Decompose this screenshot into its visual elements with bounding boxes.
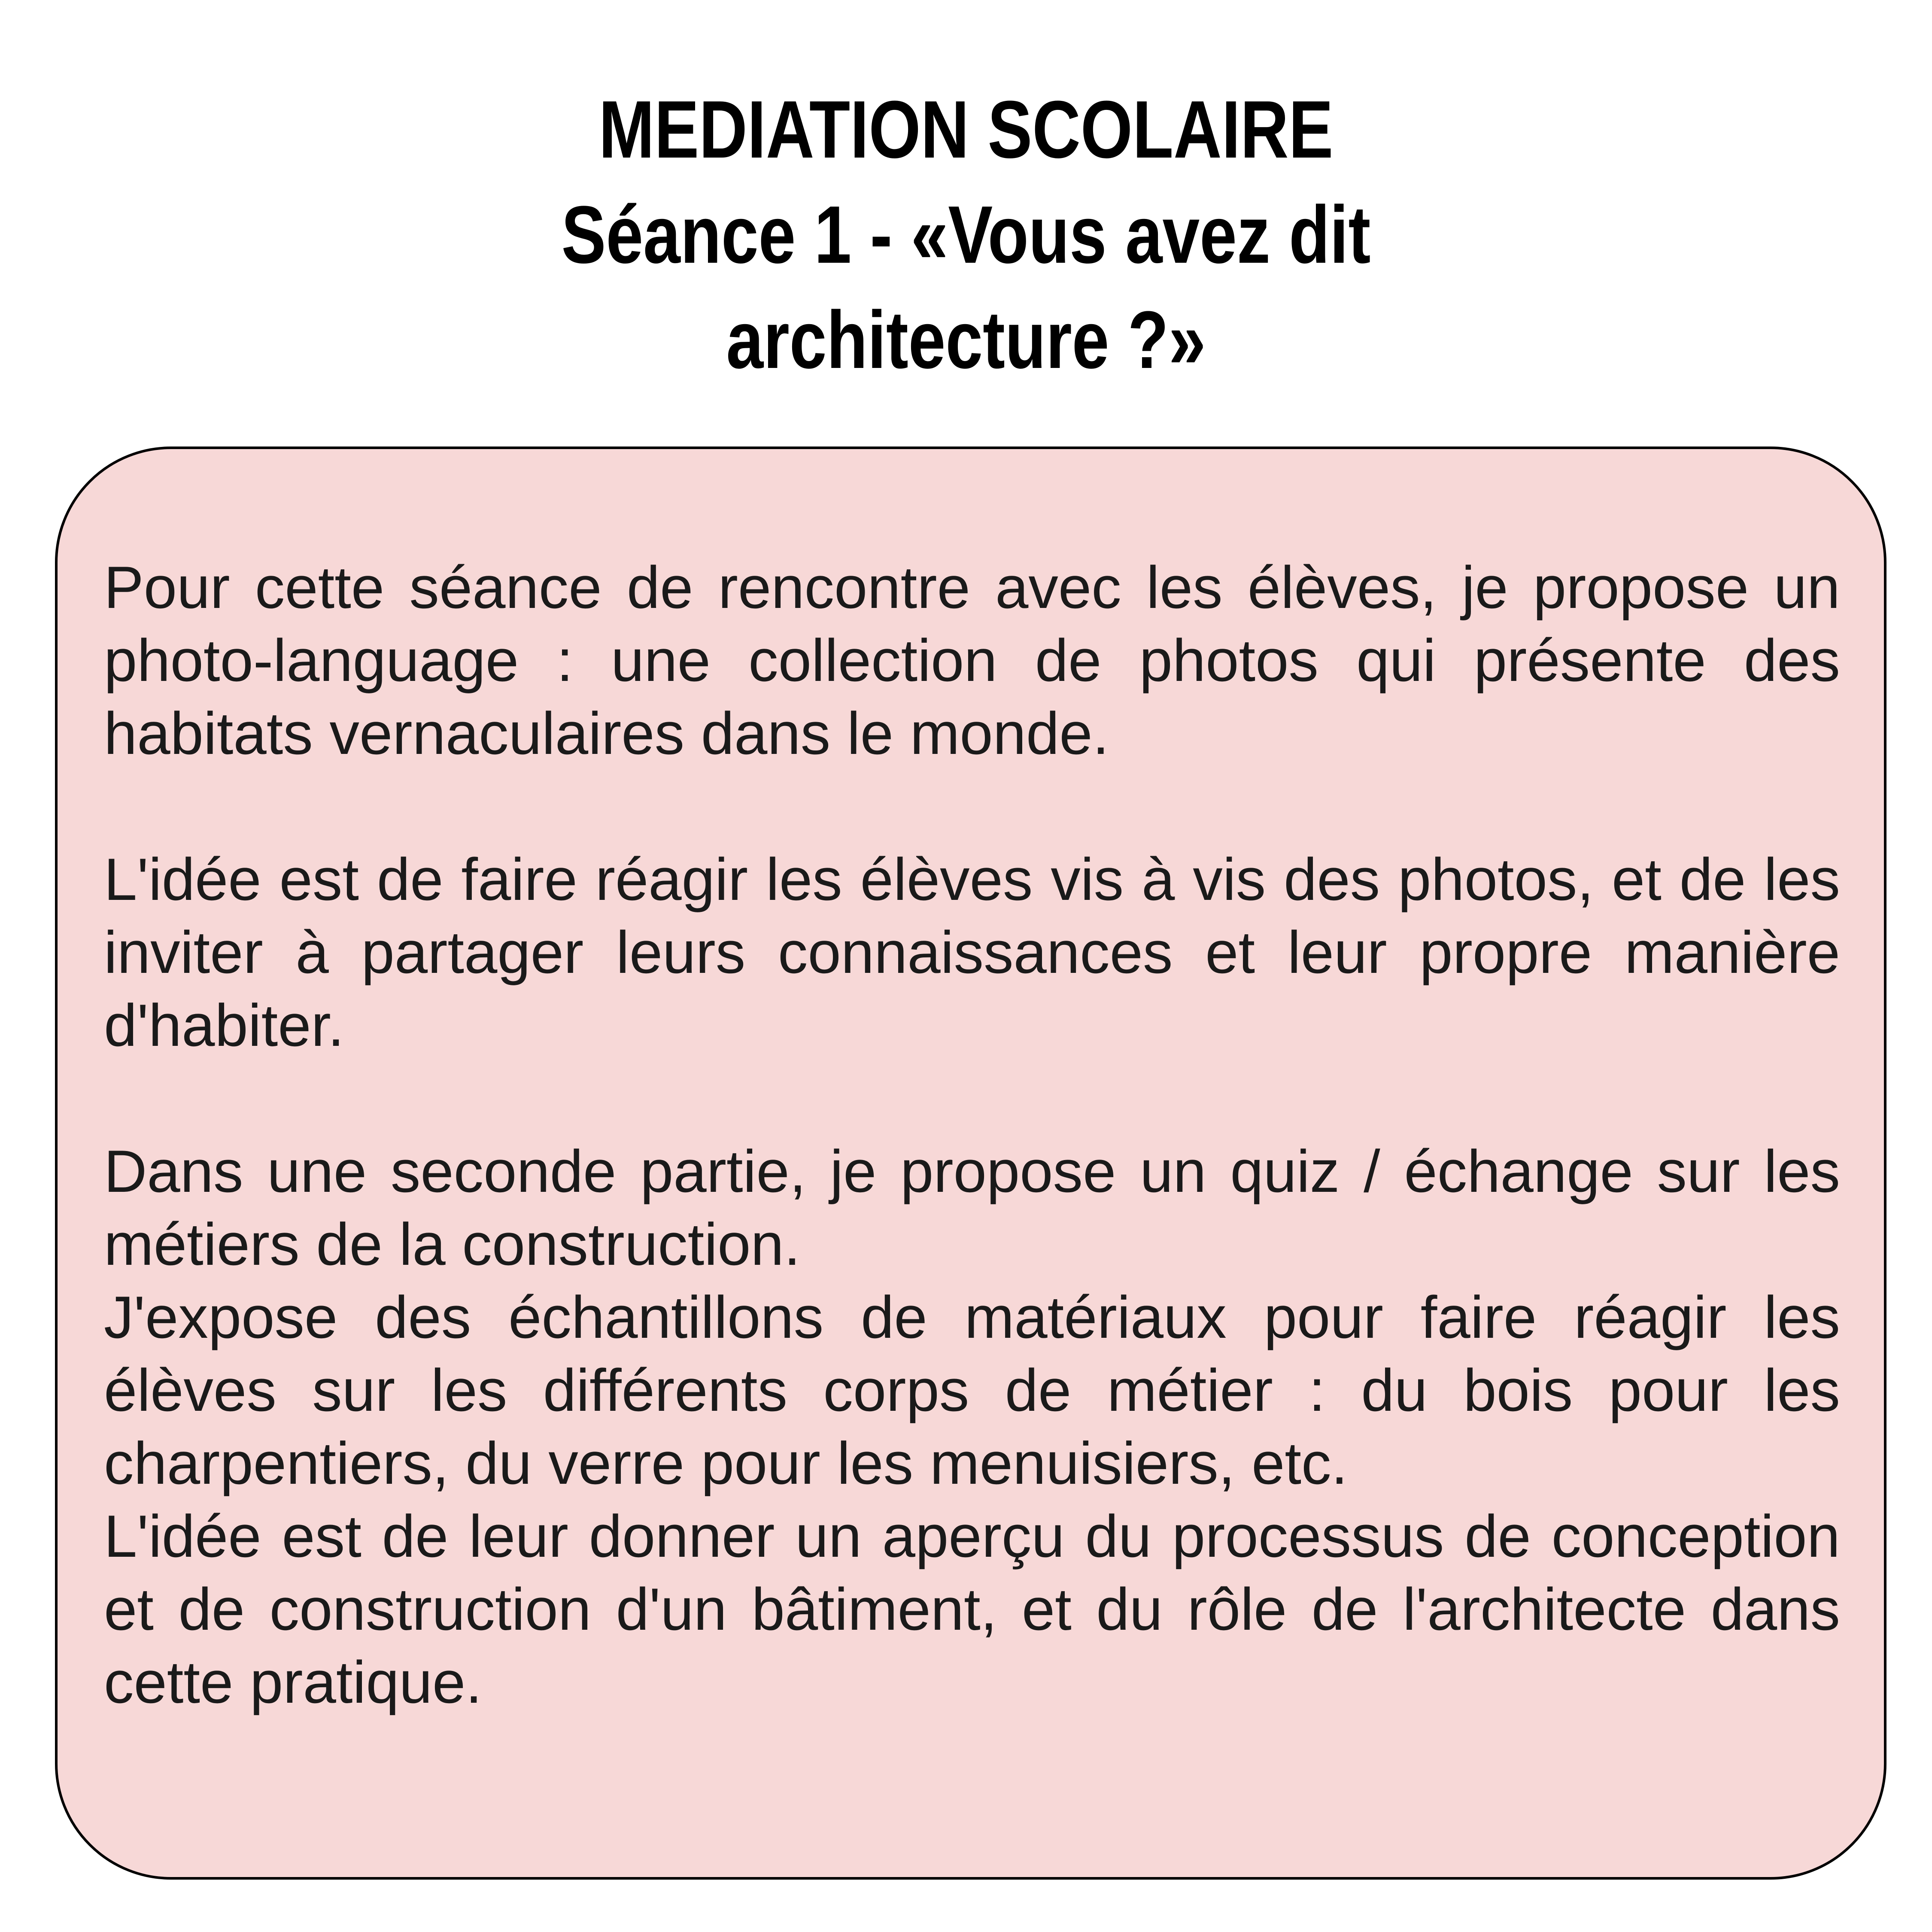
card-body [104, 551, 1840, 1719]
paragraph-photo-language: Pour cette séance de rencontre avec les élèves, je propose un photo-language : une collection de photos qui présente des habitats vernaculaires dans le monde. [104, 554, 1840, 767]
paragraph-quiz: Dans une seconde partie, je propose un quiz / échange sur les métiers de la construction. [104, 1138, 1840, 1278]
paragraph-materials: J'expose des échantillons de matériaux pour faire réagir les élèves sur les différents corps de métier : du bois pour les charpentiers, du verre pour les menuisiers, etc. [104, 1284, 1840, 1497]
paragraph-reactions: L'idée est de faire réagir les élèves vis à vis des photos, et de les inviter à partager leurs connaissances et leur propre manière d'habiter. [104, 846, 1840, 1059]
page-subtitle-line1: Séance 1 - «Vous avez dit [561, 189, 1371, 280]
content-card [55, 447, 1886, 1880]
page-header [0, 77, 1932, 393]
page-subtitle-line2: architecture ?» [726, 295, 1206, 386]
paragraph-architect-role: L'idée est de leur donner un aperçu du processus de conception et de construction d'un bâtiment, et du rôle de l'architecte dans cette pratique. [104, 1503, 1840, 1716]
page-title: MEDIATION SCOLAIRE [598, 84, 1334, 175]
